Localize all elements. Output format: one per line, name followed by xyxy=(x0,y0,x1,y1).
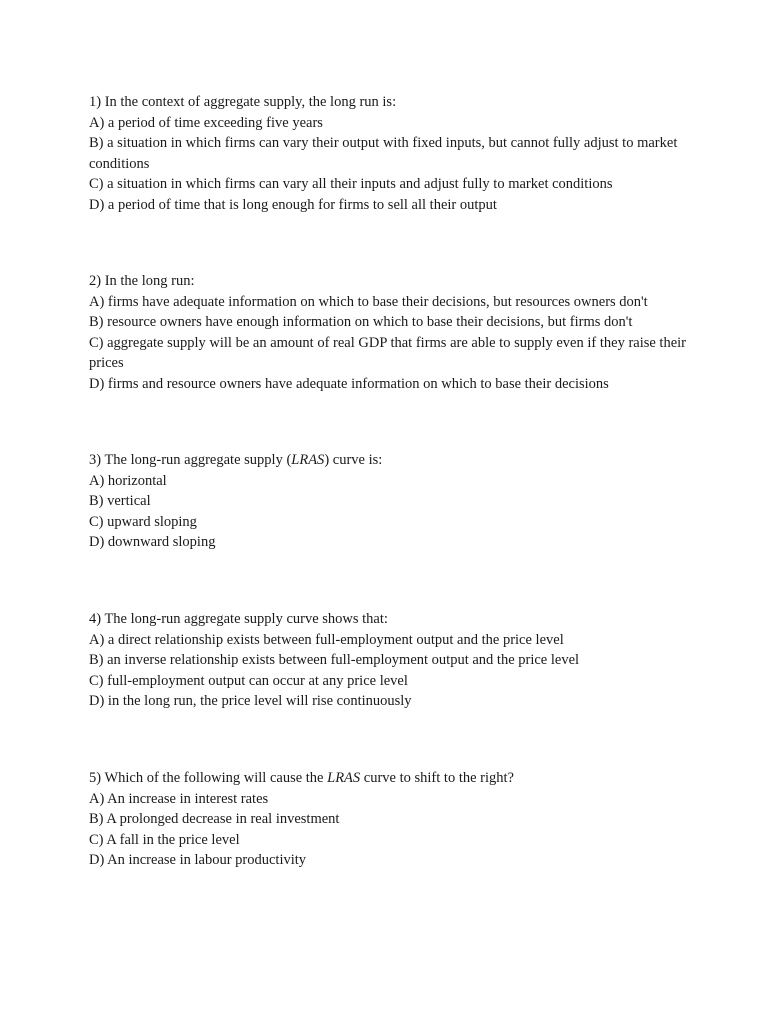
answer-option-c: C) full-employment output can occur at any price level xyxy=(89,672,408,689)
question-5 xyxy=(89,768,689,871)
question-stem xyxy=(89,768,689,789)
answer-option-b: B) A prolonged decrease in real investment xyxy=(89,811,340,828)
answer-option-a: A) firms have adequate information on which to base their decisions, but resources owners don't xyxy=(89,293,648,310)
answer-option-d: D) An increase in labour productivity xyxy=(89,852,307,869)
answer-option-d: D) a period of time that is long enough for firms to sell all their output xyxy=(89,196,497,213)
answer-option-c: C) upward sloping xyxy=(89,513,197,530)
answer-option-d: D) firms and resource owners have adequate information on which to base their decisions xyxy=(89,375,609,392)
question-2 xyxy=(89,271,689,395)
answer-option-b: B) resource owners have enough information on which to base their decisions, but firms don't xyxy=(89,314,633,331)
question-stem: 2) In the long run: xyxy=(89,273,195,289)
answer-option-c: C) A fall in the price level xyxy=(89,831,240,848)
stem-text: 3) The long-run aggregate supply ( xyxy=(89,452,292,468)
lras-term: LRAS xyxy=(291,452,325,468)
answer-option-d: D) in the long run, the price level will rise continuously xyxy=(89,693,412,710)
answer-option-b: B) an inverse relationship exists between full-employment output and the price level xyxy=(89,652,580,669)
answer-option-c: C) a situation in which firms can vary all their inputs and adjust fully to market conditions xyxy=(89,176,613,193)
stem-text: curve to shift to the right? xyxy=(360,770,514,786)
answer-option-a: A) a period of time exceeding five years xyxy=(89,114,323,131)
answer-option-d: D) downward sloping xyxy=(89,534,216,551)
answer-option-c: C) aggregate supply will be an amount of real GDP that firms are able to supply even if they raise their prices xyxy=(89,334,687,372)
question-3 xyxy=(89,450,689,553)
lras-term: LRAS xyxy=(327,770,361,786)
answer-option-a: A) horizontal xyxy=(89,472,167,489)
answer-option-b: B) a situation in which firms can vary their output with fixed inputs, but cannot fully adjust to market conditions xyxy=(89,135,678,172)
stem-text: 5) Which of the following will cause the xyxy=(89,770,328,786)
stem-text: ) curve is: xyxy=(324,452,383,468)
answer-option-b: B) vertical xyxy=(89,493,151,510)
question-stem xyxy=(89,450,689,471)
question-4 xyxy=(89,609,689,712)
answer-option-a: A) An increase in interest rates xyxy=(89,790,269,807)
answer-option-a: A) a direct relationship exists between full-employment output and the price level xyxy=(89,631,564,648)
question-1 xyxy=(89,92,689,216)
question-stem: 4) The long-run aggregate supply curve shows that: xyxy=(89,611,388,627)
question-stem: 1) In the context of aggregate supply, the long run is: xyxy=(89,94,397,110)
